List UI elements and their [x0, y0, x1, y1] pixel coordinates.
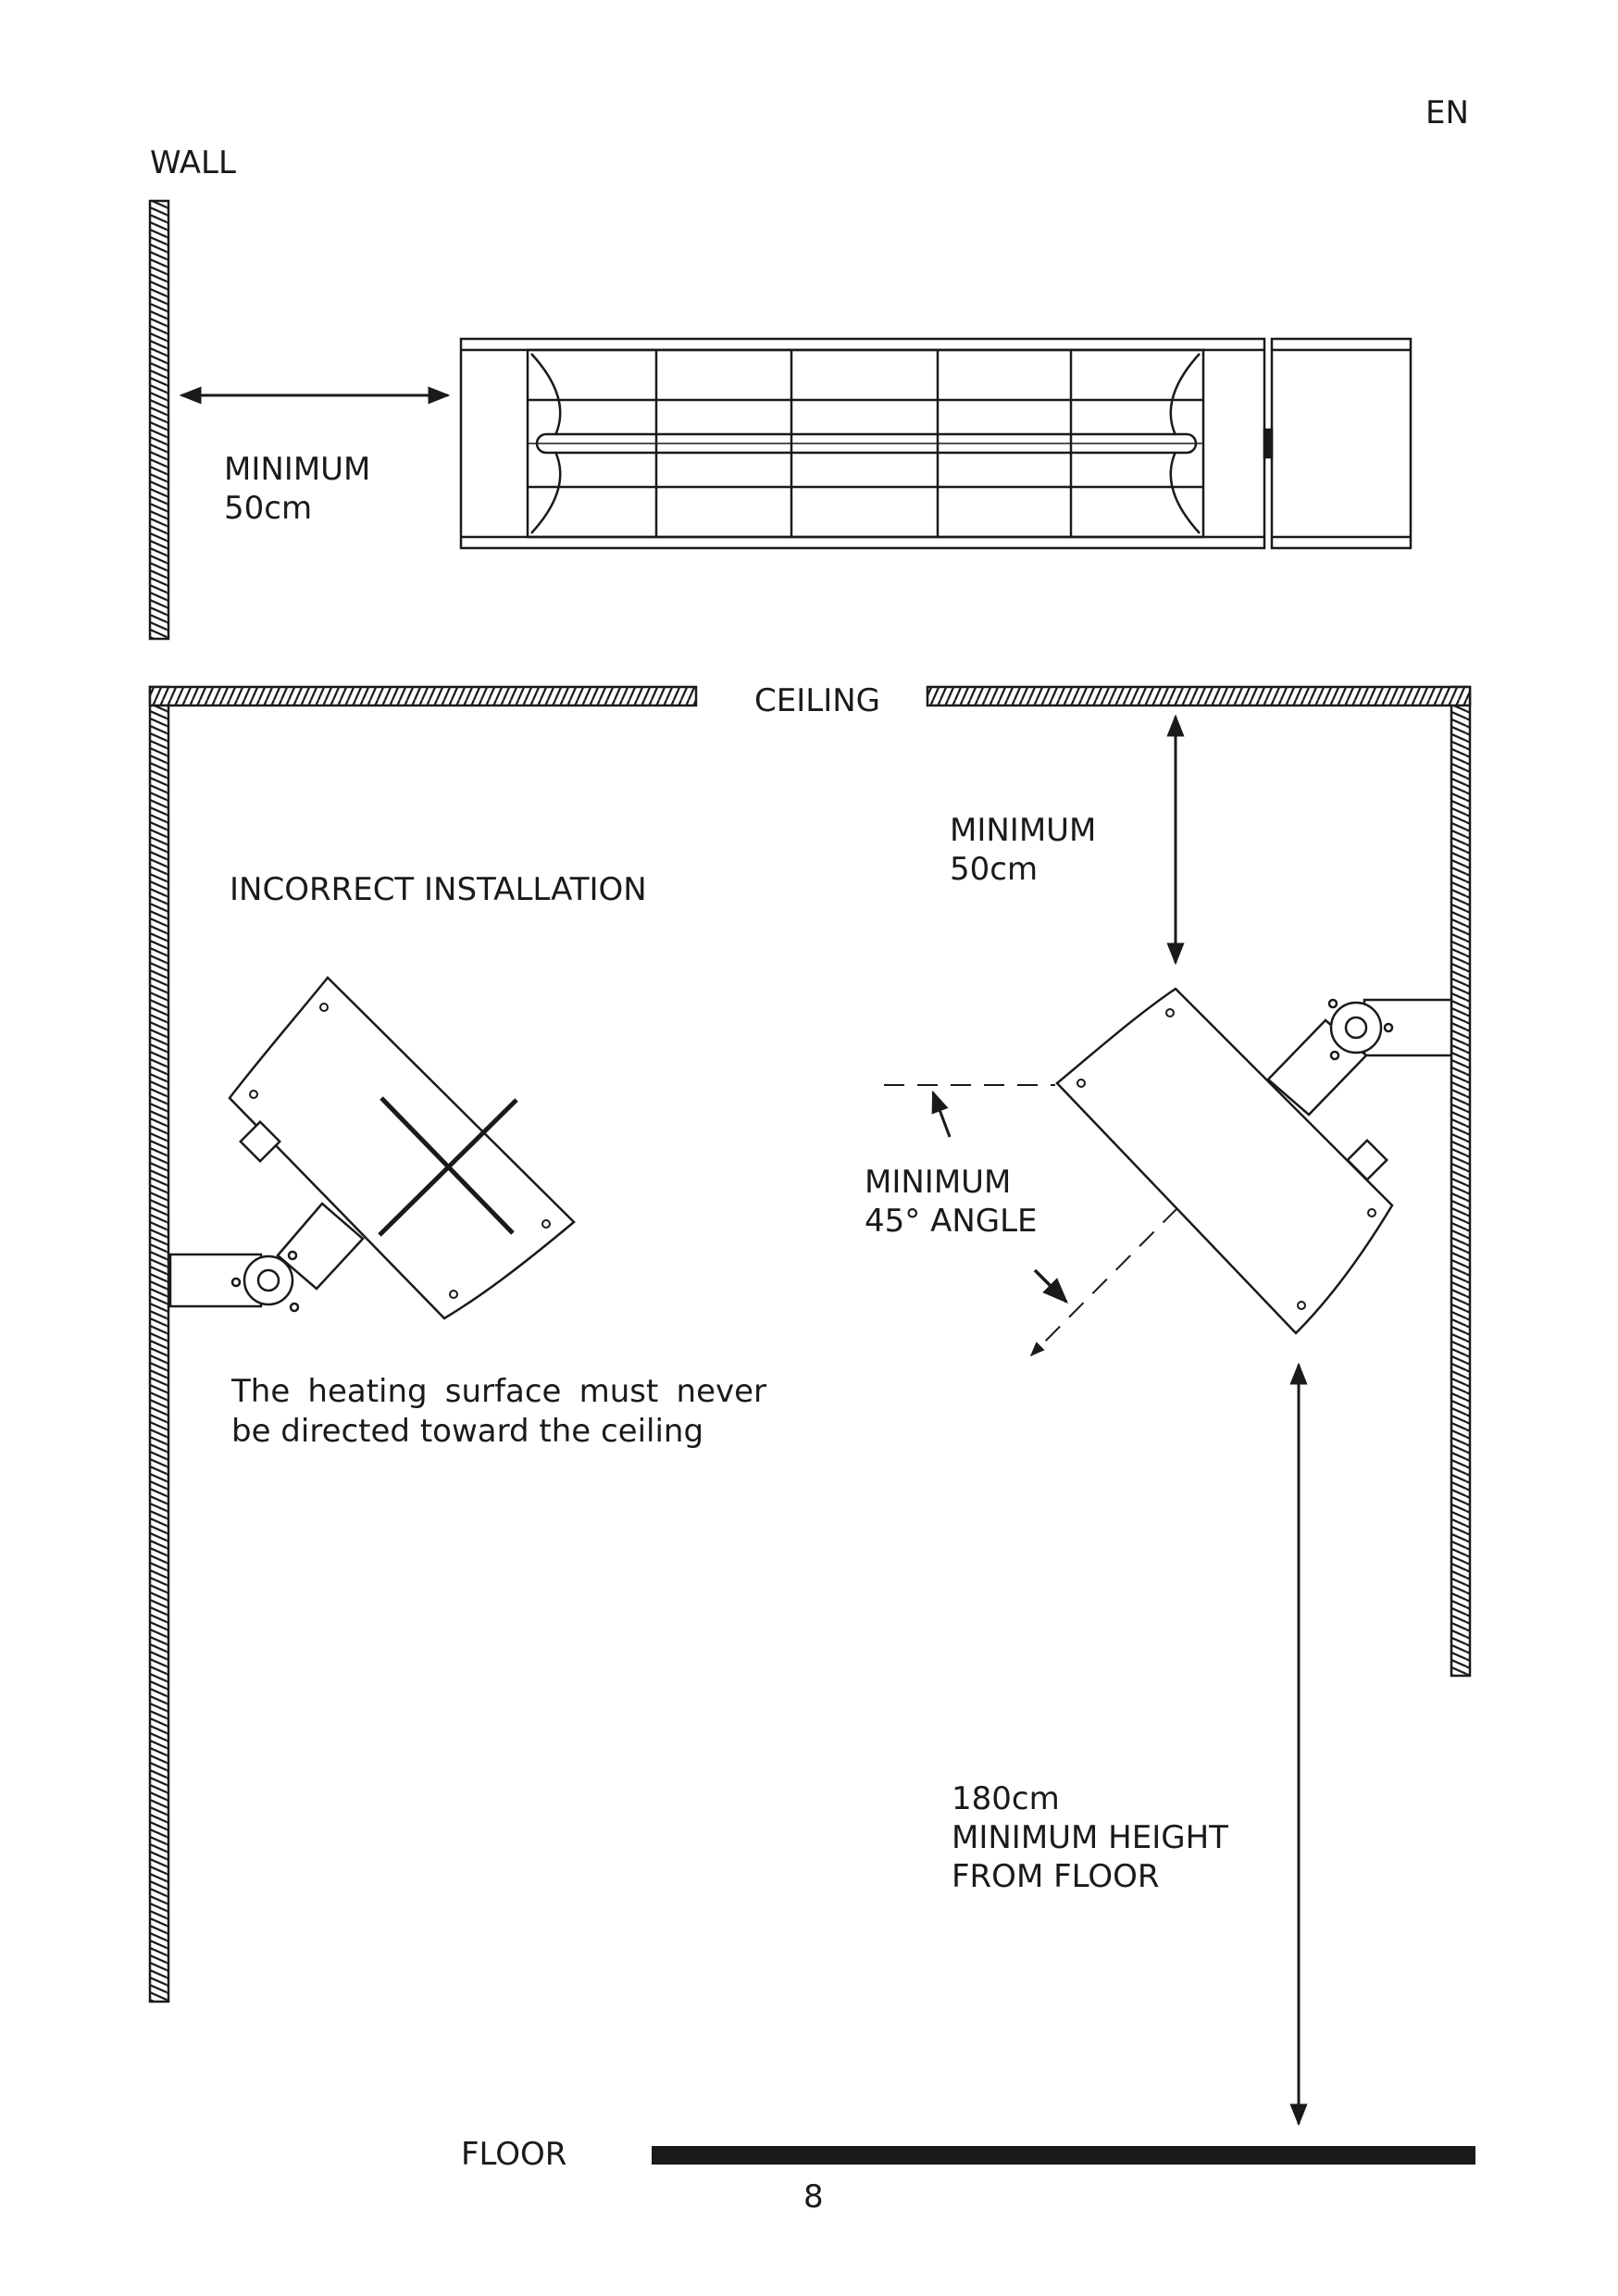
- heater-front-view: [461, 339, 1411, 548]
- wall-clearance-line1: MINIMUM: [224, 451, 371, 488]
- wall-clearance-label: [224, 450, 370, 528]
- height-clearance-line1: 180cm: [952, 1780, 1060, 1817]
- wall-label: WALL: [150, 144, 236, 181]
- heat-direction-arrow: [1035, 1270, 1066, 1302]
- angle-clearance-line2: 45° ANGLE: [865, 1203, 1038, 1240]
- incorrect-installation-note: The heating surface must never be directed toward the ceiling: [231, 1373, 766, 1450]
- ceiling-left: [150, 687, 696, 705]
- ceiling-clearance-line1: MINIMUM: [950, 812, 1097, 849]
- floor: [652, 2146, 1475, 2165]
- left-wall: [150, 687, 168, 2002]
- right-wall: [1451, 687, 1470, 1676]
- top-wall: [150, 201, 168, 639]
- height-clearance-line3: FROM FLOOR: [952, 1858, 1160, 1895]
- ceiling-right: [927, 687, 1470, 705]
- heat-direction-line: [1031, 1208, 1177, 1355]
- ceiling-label: CEILING: [754, 682, 880, 719]
- wall-clearance-line2: 50cm: [224, 490, 313, 527]
- correct-heater-mount: [1268, 1000, 1451, 1115]
- page-number: 8: [803, 2178, 824, 2215]
- height-clearance-label: [952, 1779, 1228, 1896]
- incorrect-heater-mount: [170, 1204, 363, 1311]
- ceiling-clearance-label: [950, 811, 1096, 889]
- ceiling-clearance-line2: 50cm: [950, 851, 1039, 888]
- angle-indicator-arrow: [933, 1092, 950, 1137]
- floor-label: FLOOR: [461, 2136, 567, 2173]
- angle-clearance-line1: MINIMUM: [865, 1164, 1012, 1201]
- incorrect-installation-title: INCORRECT INSTALLATION: [230, 871, 647, 908]
- height-clearance-line2: MINIMUM HEIGHT: [952, 1819, 1228, 1856]
- angle-clearance-label: [865, 1163, 1038, 1241]
- language-tag: EN: [1425, 94, 1469, 131]
